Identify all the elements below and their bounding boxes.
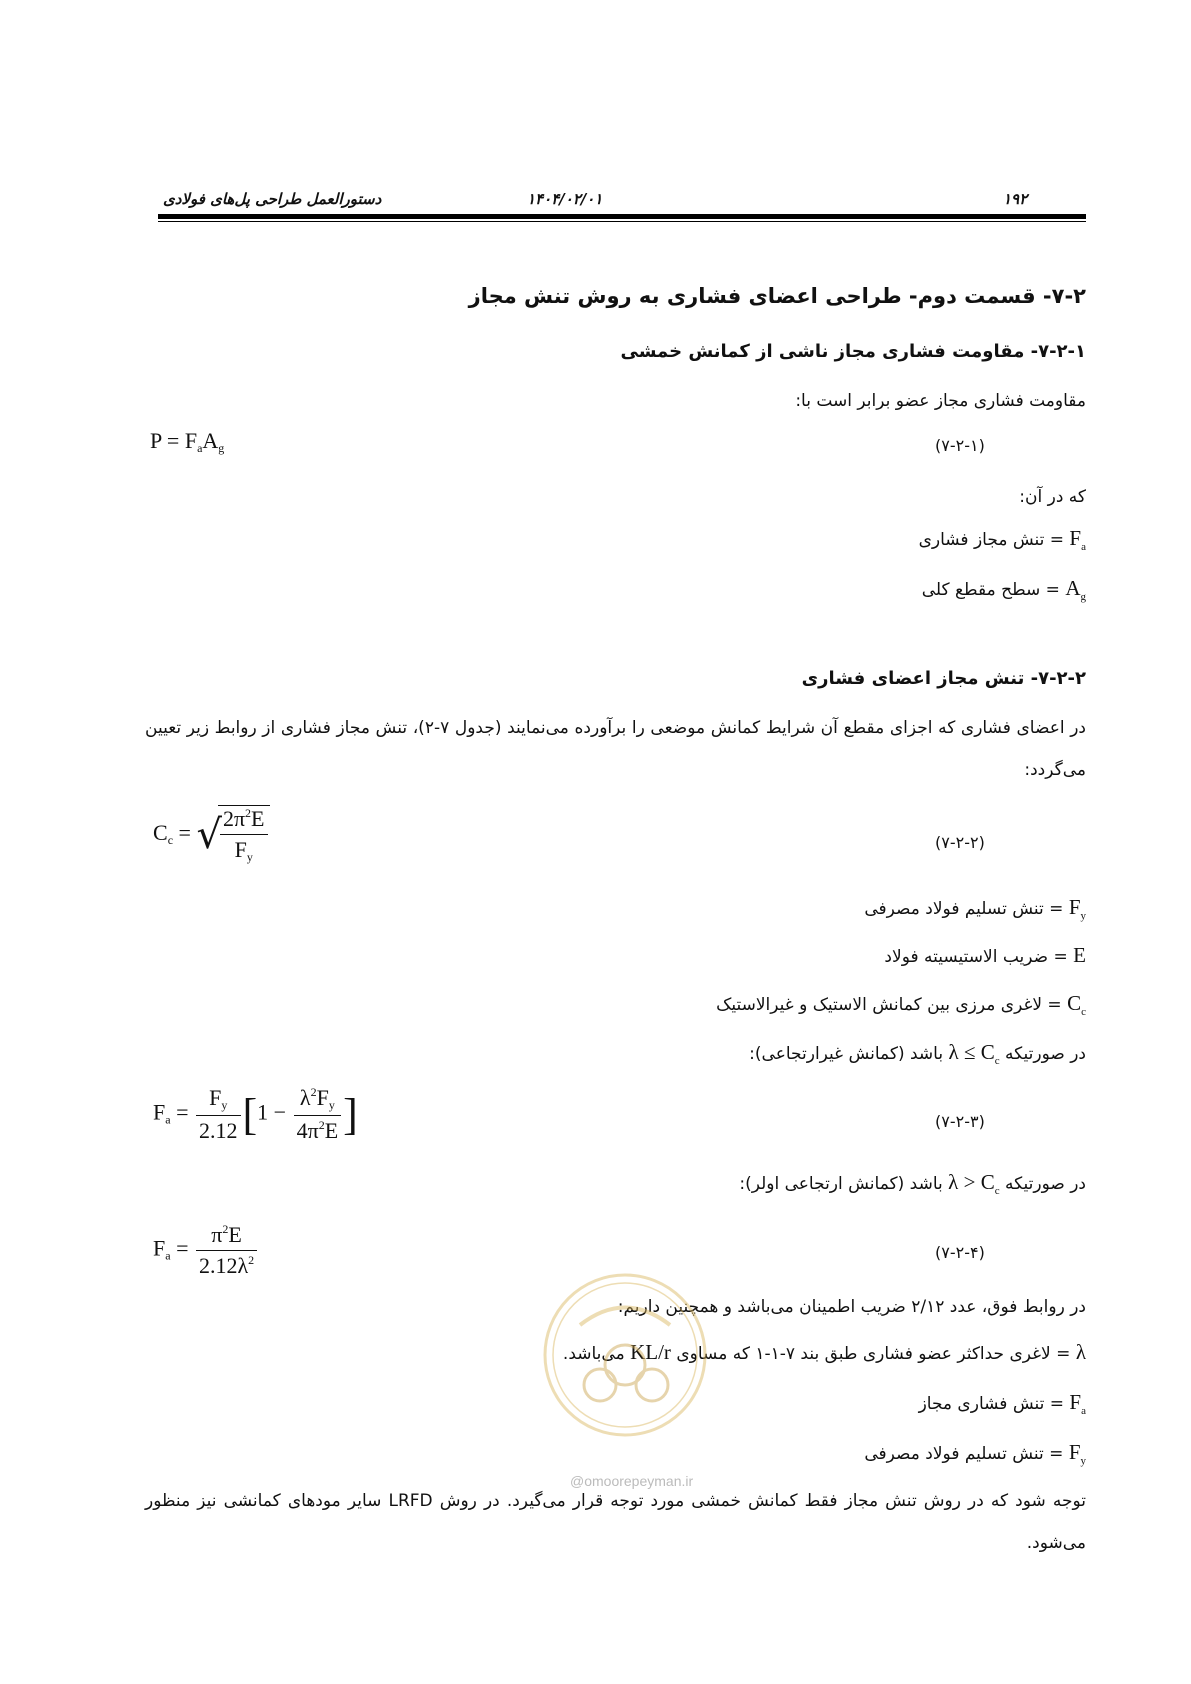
equation-1: $P = F_aA_g$ bbox=[150, 428, 225, 455]
condition-1-suffix: باشد (کمانش غیرارتجاعی): bbox=[749, 1044, 944, 1064]
definition-e-text: = ضریب الاستیسیته فولاد bbox=[884, 947, 1068, 967]
definition-fy-text: = تنش تسلیم فولاد مصرفی bbox=[864, 899, 1064, 919]
definition-fa bbox=[919, 526, 1086, 553]
definition-lambda-text: = لاغری حداکثر عضو فشاری طبق بند ۷-۱-۱ که مساوی bbox=[676, 1344, 1071, 1364]
equation-2-number: (۷-۲-۲) bbox=[935, 833, 985, 852]
definition-ag-text: = سطح مقطع کلی bbox=[921, 580, 1060, 600]
symbol-cc: $C_c$ bbox=[1067, 991, 1086, 1018]
symbol-lambda: λ bbox=[1075, 1340, 1086, 1364]
factor-note: در روابط فوق، عدد ۲/۱۲ ضریب اطمینان می‌باشد و همچنین داریم: bbox=[617, 1297, 1086, 1317]
lrfd-note: توجه شود که در روش تنش مجاز فقط کمانش خمشی مورد توجه قرار می‌گیرد. در روش LRFD سایر مودهای کمانشی نیز منظور می‌شود. bbox=[145, 1491, 1086, 1553]
symbol-fa: $F_a$ bbox=[1069, 526, 1086, 553]
definition-fa-2 bbox=[919, 1390, 1086, 1417]
subsection-1-title: ۷-۲-۱- مقاومت فشاری مجاز ناشی از کمانش خمشی bbox=[620, 341, 1086, 362]
condition-1-expression: $\lambda \le C_c$ bbox=[948, 1040, 1000, 1067]
definition-lambda-suffix: می‌باشد. bbox=[562, 1344, 625, 1364]
equation-1-number: (۷-۲-۱) bbox=[935, 436, 985, 455]
symbol-fy: $F_y$ bbox=[1068, 895, 1086, 922]
condition-1-prefix: در صورتیکه bbox=[1005, 1044, 1086, 1064]
header-rule-thick bbox=[158, 214, 1086, 219]
watermark-logo bbox=[540, 1270, 710, 1440]
page-number: ۱۹۲ bbox=[1003, 190, 1028, 208]
equation-2: $C_c$ = √ $\frac{2\pi^2E}{F_y}$ bbox=[153, 805, 270, 865]
book-title: دستورالعمل طراحی پل‌های فولادی bbox=[163, 190, 382, 208]
sub2-paragraph: در اعضای فشاری که اجزای مقطع آن شرایط کمانش موضعی را برآورده می‌نمایند (جدول ۷-۲)، تنش مجاز فشاری از روابط زیر تعیین می‌گردد: bbox=[145, 718, 1086, 780]
symbol-e: E bbox=[1073, 943, 1086, 967]
header-rule-thin bbox=[158, 221, 1086, 222]
definition-fy-2-text: = تنش تسلیم فولاد مصرفی bbox=[864, 1444, 1064, 1464]
subsection-2-title: ۷-۲-۲- تنش مجاز اعضای فشاری bbox=[801, 668, 1086, 689]
definition-fa-2-text: = تنش فشاری مجاز bbox=[918, 1394, 1065, 1414]
header-date: ۱۴۰۴/۰۲/۰۱ bbox=[527, 190, 603, 208]
condition-elastic bbox=[739, 1170, 1086, 1197]
condition-2-expression: $\lambda > C_c$ bbox=[948, 1170, 1000, 1197]
condition-inelastic bbox=[749, 1040, 1086, 1067]
definition-e bbox=[884, 943, 1086, 968]
definition-ag bbox=[922, 576, 1086, 603]
equation-3-number: (۷-۲-۳) bbox=[935, 1112, 985, 1131]
condition-2-prefix: در صورتیکه bbox=[1005, 1174, 1086, 1194]
definition-fa-text: = تنش مجاز فشاری bbox=[918, 530, 1065, 550]
equation-4-number: (۷-۲-۴) bbox=[935, 1243, 985, 1262]
condition-2-suffix: باشد (کمانش ارتجاعی اولر): bbox=[739, 1174, 943, 1194]
definition-cc bbox=[716, 991, 1086, 1018]
sub1-intro: مقاومت فشاری مجاز عضو برابر است با: bbox=[795, 391, 1086, 411]
symbol-fa-2: $F_a$ bbox=[1069, 1390, 1086, 1417]
symbol-fy-2: $F_y$ bbox=[1068, 1440, 1086, 1467]
definition-lambda-klr: KL/r bbox=[630, 1340, 671, 1364]
equation-4: $F_a$ = $\frac{\pi^2E}{2.12\lambda^2}$ bbox=[153, 1222, 259, 1279]
definition-fy-2 bbox=[864, 1440, 1086, 1467]
symbol-ag: $A_g$ bbox=[1065, 576, 1086, 603]
sub1-where: که در آن: bbox=[1019, 487, 1086, 507]
section-title: ۷-۲- قسمت دوم- طراحی اعضای فشاری به روش تنش مجاز bbox=[468, 284, 1086, 308]
definition-fy bbox=[864, 895, 1086, 922]
watermark-url: @omoorepeyman.ir bbox=[570, 1473, 694, 1489]
definition-cc-text: = لاغری مرزی بین کمانش الاستیک و غیرالاستیک bbox=[716, 995, 1062, 1015]
equation-3: $F_a$ = $\frac{F_y}{2.12}$ [1 − $\frac{\lambda^2F_y}{4\pi^2E}$ ] bbox=[153, 1085, 358, 1143]
